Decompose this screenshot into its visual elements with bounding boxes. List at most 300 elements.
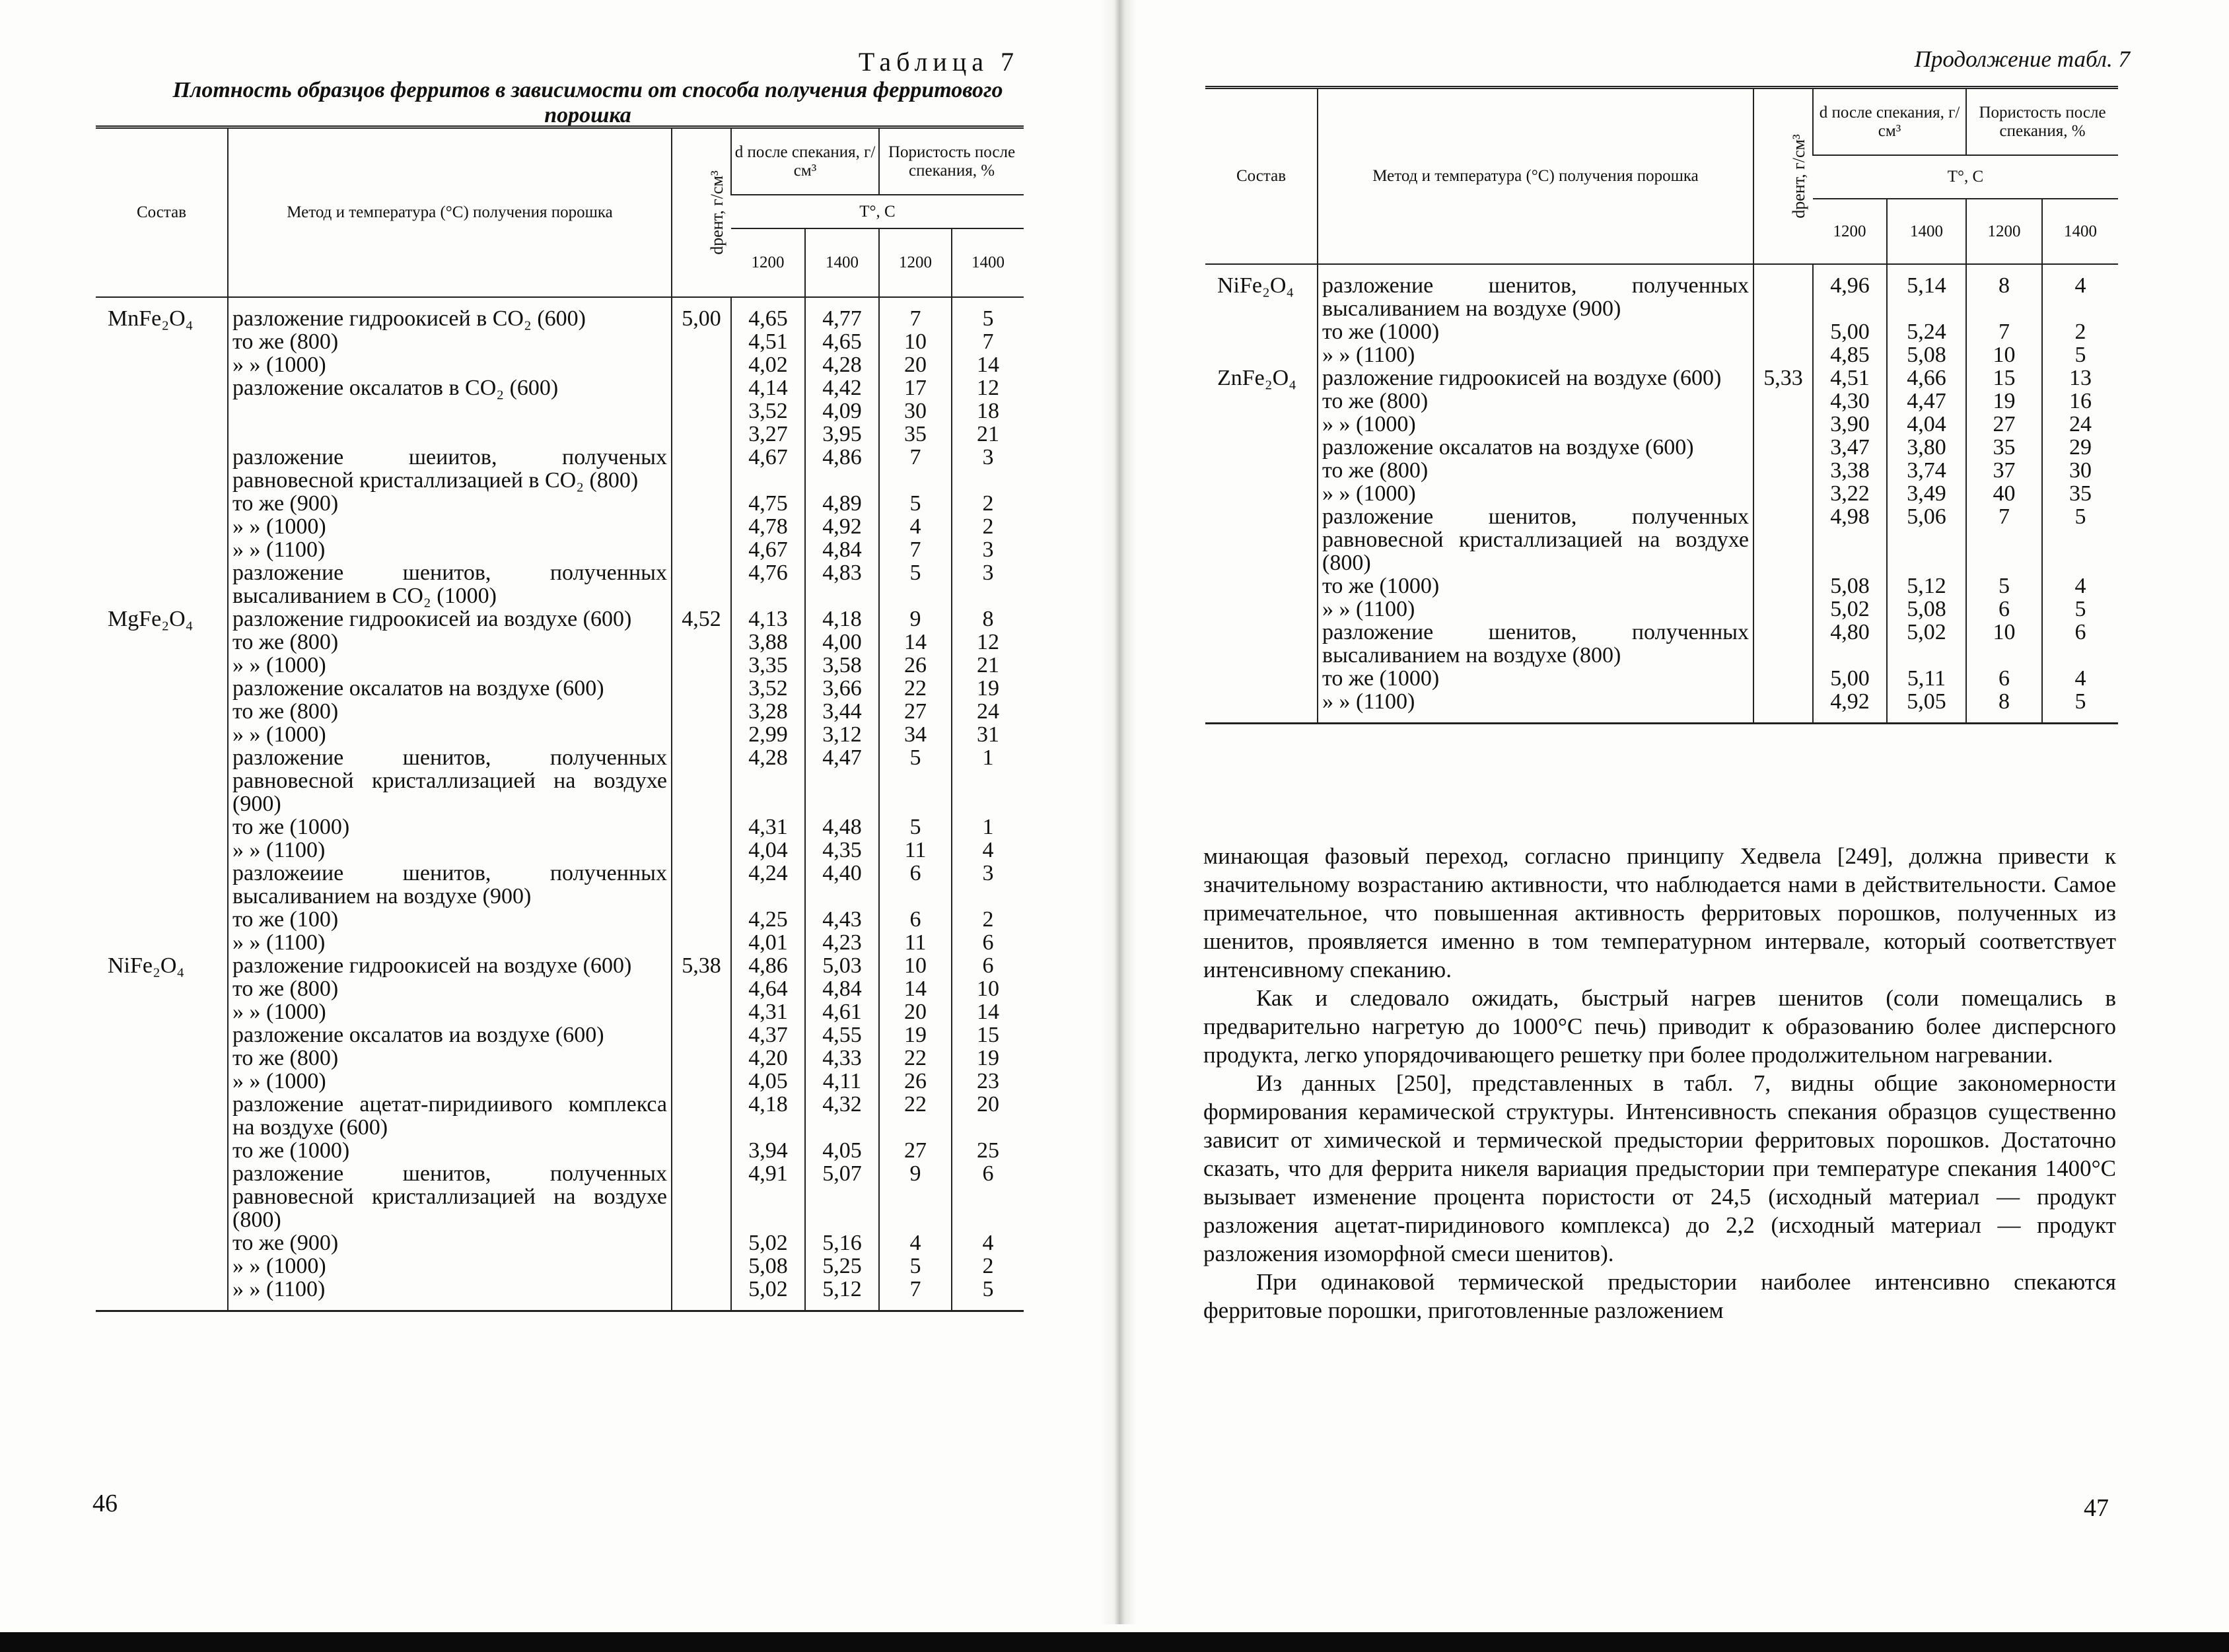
cell-p1200: 9: [879, 1162, 952, 1231]
cell-method: то же (800): [1318, 459, 1753, 482]
cell-d1400: 3,95: [805, 423, 879, 446]
cell-d1400: 4,28: [805, 353, 879, 376]
cell-p1200: 10: [879, 330, 952, 353]
cell-p1400: 2: [2042, 320, 2118, 343]
cell-p1400: 25: [952, 1139, 1024, 1162]
header-porosity: Пористость после спекания, %: [879, 127, 1024, 195]
cell-d1200: 5,00: [1813, 320, 1887, 343]
cell-d1200: 4,14: [731, 376, 805, 399]
cell-d1200: 4,91: [731, 1162, 805, 1231]
cell-method: разложение гидроокисей иа воздухе (600): [228, 607, 672, 631]
cell-method: » » (1100): [228, 839, 672, 862]
header-d-after: d после спекания, г/см³: [731, 127, 879, 195]
table-row: [1205, 436, 2118, 459]
cell-p1400: 35: [2042, 482, 2118, 505]
cell-p1400: 3: [952, 862, 1024, 908]
cell-sostav: [1205, 574, 1318, 598]
cell-d1200: 4,85: [1813, 343, 1887, 366]
cell-d1200: 3,47: [1813, 436, 1887, 459]
cell-sostav: [1205, 621, 1318, 667]
cell-p1400: 3: [952, 561, 1024, 607]
cell-sostav: [1205, 343, 1318, 366]
cell-p1400: 13: [2042, 366, 2118, 390]
cell-p1400: 5: [2042, 343, 2118, 366]
cell-d1200: 3,94: [731, 1139, 805, 1162]
cell-d1400: 4,40: [805, 862, 879, 908]
cell-method: » » (1000): [228, 515, 672, 538]
cell-p1200: 40: [1966, 482, 2042, 505]
cell-dr: [1753, 574, 1813, 598]
cell-p1400: 2: [952, 908, 1024, 931]
cell-method: » » (1100): [1318, 598, 1753, 621]
cell-p1400: 5: [2042, 598, 2118, 621]
cell-p1400: 4: [952, 1231, 1024, 1255]
cell-d1200: 4,86: [731, 954, 805, 977]
cell-p1400: 19: [952, 1047, 1024, 1070]
cell-p1400: 23: [952, 1070, 1024, 1093]
cell-d1200: 4,31: [731, 815, 805, 839]
table-row: [1205, 390, 2118, 413]
cell-sostav: [1205, 690, 1318, 724]
cell-p1400: 5: [2042, 690, 2118, 724]
cell-dr: 4,52: [672, 607, 731, 631]
cell-d1400: 4,42: [805, 376, 879, 399]
table-title: Плотность образцов ферритов в зависимости от способа получения ферритового порошка: [172, 78, 1003, 127]
cell-p1200: 26: [879, 1070, 952, 1093]
header-composition: Состав: [96, 127, 228, 298]
cell-d1400: 4,61: [805, 1000, 879, 1023]
cell-d1200: 3,38: [1813, 459, 1887, 482]
cell-p1400: 21: [952, 654, 1024, 677]
cell-p1400: 16: [2042, 390, 2118, 413]
cell-p1400: 30: [2042, 459, 2118, 482]
cell-d1200: 3,88: [731, 631, 805, 654]
cell-d1200: 4,24: [731, 862, 805, 908]
cell-method: то же (1000): [1318, 320, 1753, 343]
cell-d1200: 4,04: [731, 839, 805, 862]
cell-dr: [1753, 598, 1813, 621]
cell-method: » » (1000): [228, 654, 672, 677]
cell-p1400: 6: [952, 931, 1024, 954]
header-temp: T°, C: [731, 195, 1024, 228]
cell-sostav: [1205, 413, 1318, 436]
cell-p1400: 24: [2042, 413, 2118, 436]
cell-d1400: 3,58: [805, 654, 879, 677]
cell-dr: [1753, 690, 1813, 724]
cell-p1200: 6: [1966, 667, 2042, 690]
cell-p1200: 5: [879, 561, 952, 607]
cell-p1400: 4: [2042, 264, 2118, 320]
cell-d1400: 5,06: [1887, 505, 1966, 574]
cell-d1200: 5,08: [731, 1255, 805, 1278]
paragraph: При одинаковой термической предыстории наиболее интенсивно спекаются ферритовые порошки, приготовленные разложением: [1203, 1269, 2116, 1323]
cell-p1200: 19: [1966, 390, 2042, 413]
cell-method: » » (1000): [228, 1255, 672, 1278]
cell-p1200: 7: [1966, 505, 2042, 574]
cell-p1200: 7: [1966, 320, 2042, 343]
cell-method: разложеиие шенитов, полученных высаливанием на воздухе (900): [228, 862, 672, 908]
cell-p1200: 22: [879, 1093, 952, 1139]
cell-d1200: 3,52: [731, 677, 805, 700]
cell-d1200: 4,51: [731, 330, 805, 353]
cell-p1200: 34: [879, 723, 952, 746]
cell-d1200: 4,76: [731, 561, 805, 607]
cell-d1400: 4,83: [805, 561, 879, 607]
cell-d1200: 4,01: [731, 931, 805, 954]
header-t1200: 1200: [879, 228, 952, 297]
cell-d1400: 5,03: [805, 954, 879, 977]
cell-method: разложение оксалатов иа воздухе (600): [228, 1023, 672, 1047]
cell-d1200: 5,02: [731, 1278, 805, 1311]
cell-d1200: 4,37: [731, 1023, 805, 1047]
cell-p1200: 35: [879, 423, 952, 446]
cell-d1400: 5,05: [1887, 690, 1966, 724]
cell-method: » » (1100): [228, 931, 672, 954]
cell-p1200: 20: [879, 1000, 952, 1023]
cell-p1200: 6: [1966, 598, 2042, 621]
cell-sostav: [1205, 459, 1318, 482]
cell-method: то же (800): [228, 330, 672, 353]
cell-d1400: 5,08: [1887, 598, 1966, 621]
cell-p1400: 3: [952, 446, 1024, 492]
table-row: [1205, 621, 2118, 667]
cell-p1200: 4: [879, 1231, 952, 1255]
cell-p1400: 19: [952, 677, 1024, 700]
cell-method: разложение шенитов, полученных равновесной кристаллизацией на воздухе (800): [1318, 505, 1753, 574]
cell-p1200: 10: [1966, 343, 2042, 366]
cell-d1200: 4,31: [731, 1000, 805, 1023]
cell-p1200: 26: [879, 654, 952, 677]
cell-method: разложение шенитов, полученных высаливанием в CO₂ (1000): [228, 561, 672, 607]
cell-method: » » (1100): [1318, 343, 1753, 366]
cell-method: разложение шенитов, полученных равновесной кристаллизацией на воздухе (900): [228, 746, 672, 815]
cell-p1200: 22: [879, 677, 952, 700]
table-row: [1205, 667, 2118, 690]
cell-p1200: 5: [879, 1255, 952, 1278]
cell-d1400: 4,43: [805, 908, 879, 931]
header-t1200: 1200: [1966, 199, 2042, 264]
header-d-rent: dрент, г/см³: [1753, 88, 1813, 265]
header-method: Метод и температура (°С) получения порошка: [228, 127, 672, 298]
cell-dr: 5,38: [672, 954, 731, 977]
cell-d1200: 5,00: [1813, 667, 1887, 690]
cell-p1400: 1: [952, 815, 1024, 839]
cell-dr: [1753, 482, 1813, 505]
cell-d1200: 4,78: [731, 515, 805, 538]
paragraph: Как и следовало ожидать, быстрый нагрев шенитов (соли помещались в предварительно нагретую до 1000°С печь) приводит к образованию более дисперсного продукта, легко упорядочивающего решетку при более продолжительном нагревании.: [1203, 985, 2116, 1068]
cell-p1400: 18: [952, 399, 1024, 423]
cell-method: то же (800): [228, 631, 672, 654]
header-method: Метод и температура (°С) получения порошка: [1318, 88, 1753, 265]
cell-sostav: [1205, 320, 1318, 343]
cell-p1400: 4: [2042, 667, 2118, 690]
table-row: [1205, 690, 2118, 724]
cell-p1400: 7: [952, 330, 1024, 353]
cell-p1400: 4: [2042, 574, 2118, 598]
table-row: [1205, 574, 2118, 598]
cell-p1200: 27: [879, 700, 952, 723]
paragraph: минающая фазовый переход, согласно принципу Хедвела [249], должна привести к значительному возрастанию активности, что наблюдается нами в действительности. Самое примечательное, что повышенная активность ферритовых порошков, полученных из шенитов, проявляется именно в том температурном интервале, который соответствует интенсивному спеканию.: [1203, 843, 2116, 982]
continuation-label: Продолжение табл. 7: [1914, 46, 2130, 72]
cell-dr: [1753, 667, 1813, 690]
cell-d1200: 5,02: [1813, 598, 1887, 621]
cell-p1400: 14: [952, 1000, 1024, 1023]
cell-sostav: NiFe₂O₄: [108, 953, 185, 978]
cell-p1200: 20: [879, 353, 952, 376]
cell-d1200: 4,30: [1813, 390, 1887, 413]
cell-method: разложение шеиитов, полученых равновесной кристаллизацией в CO₂ (800): [228, 446, 672, 492]
cell-d1400: 4,84: [805, 977, 879, 1000]
cell-d1200: 3,52: [731, 399, 805, 423]
cell-d1400: 5,02: [1887, 621, 1966, 667]
table-row: [1205, 366, 2118, 390]
cell-sostav: ZnFe₂O₄: [1217, 366, 1297, 390]
page-number-left: 46: [92, 1490, 118, 1517]
cell-d1400: 4,09: [805, 399, 879, 423]
cell-d1400: 4,48: [805, 815, 879, 839]
cell-p1200: 7: [879, 538, 952, 561]
cell-p1400: 21: [952, 423, 1024, 446]
cell-p1400: 24: [952, 700, 1024, 723]
cell-method: то же (1000): [1318, 667, 1753, 690]
cell-sostav: NiFe₂O₄: [1217, 273, 1294, 298]
cell-dr: [1753, 459, 1813, 482]
cell-method: » » (1000): [1318, 482, 1753, 505]
cell-d1400: 5,08: [1887, 343, 1966, 366]
cell-d1400: 4,04: [1887, 413, 1966, 436]
table-row: [1205, 505, 2118, 574]
cell-p1200: 14: [879, 631, 952, 654]
table-row: [1205, 343, 2118, 366]
cell-sostav: [1205, 505, 1318, 574]
cell-p1400: 12: [952, 376, 1024, 399]
cell-p1200: 35: [1966, 436, 2042, 459]
header-temp: T°, C: [1813, 155, 2118, 199]
cell-d1400: 3,80: [1887, 436, 1966, 459]
cell-d1400: 4,86: [805, 446, 879, 492]
cell-p1200: 5: [879, 815, 952, 839]
cell-d1400: 4,47: [1887, 390, 1966, 413]
cell-method: то же (900): [228, 1231, 672, 1255]
cell-p1200: 7: [879, 1278, 952, 1311]
cell-d1400: 4,65: [805, 330, 879, 353]
cell-d1200: 4,67: [731, 538, 805, 561]
cell-d1400: 4,92: [805, 515, 879, 538]
cell-p1200: 27: [879, 1139, 952, 1162]
cell-method: разложение гидроокисей в CO₂ (600): [228, 297, 672, 330]
cell-method: разложение гидроокисей на воздухе (600): [228, 954, 672, 977]
cell-p1400: 4: [952, 839, 1024, 862]
cell-d1200: 3,35: [731, 654, 805, 677]
cell-method: разложение оксалатов на воздухе (600): [228, 677, 672, 700]
cell-p1200: 10: [879, 954, 952, 977]
cell-dr: [1753, 343, 1813, 366]
cell-d1400: 4,77: [805, 297, 879, 330]
table-row: [1205, 482, 2118, 505]
header-composition: Состав: [1205, 88, 1318, 265]
cell-dr: 5,33: [1753, 366, 1813, 390]
cell-p1400: 12: [952, 631, 1024, 654]
cell-method: то же (1000): [228, 815, 672, 839]
cell-p1400: 6: [2042, 621, 2118, 667]
cell-p1200: 4: [879, 515, 952, 538]
cell-dr: [1753, 264, 1813, 320]
cell-d1400: 4,23: [805, 931, 879, 954]
table-row: [1205, 264, 2118, 320]
cell-p1200: 8: [1966, 264, 2042, 320]
cell-dr: [1753, 621, 1813, 667]
cell-d1200: 4,25: [731, 908, 805, 931]
cell-d1200: 4,98: [1813, 505, 1887, 574]
cell-p1200: 15: [1966, 366, 2042, 390]
cell-p1400: 3: [952, 538, 1024, 561]
page-number-right: 47: [2084, 1494, 2109, 1522]
cell-dr: [1753, 413, 1813, 436]
table-number: Таблица 7: [858, 47, 1019, 77]
cell-p1400: 2: [952, 492, 1024, 515]
cell-d1400: 5,24: [1887, 320, 1966, 343]
cell-d1200: 4,18: [731, 1093, 805, 1139]
cell-d1400: 4,33: [805, 1047, 879, 1070]
cell-method: » » (1000): [228, 1000, 672, 1023]
cell-d1400: 4,47: [805, 746, 879, 815]
cell-d1200: 3,90: [1813, 413, 1887, 436]
cell-p1400: 29: [2042, 436, 2118, 459]
cell-d1200: 5,02: [731, 1231, 805, 1255]
cell-method: » » (1000): [228, 723, 672, 746]
header-t1400: 1400: [1887, 199, 1966, 264]
cell-method: разложение шенитов, полученных равновесной кристаллизацией на воздухе (800): [228, 1162, 672, 1231]
cell-p1200: 10: [1966, 621, 2042, 667]
header-t1400: 1400: [952, 228, 1024, 297]
cell-method: то же (800): [228, 977, 672, 1000]
cell-p1400: 5: [952, 297, 1024, 330]
cell-method: разложение шенитов, полученных высаливанием на воздухе (800): [1318, 621, 1753, 667]
cell-method: » » (1000): [228, 353, 672, 376]
cell-sostav: [1205, 390, 1318, 413]
header-porosity: Пористость после спекания, %: [1966, 88, 2118, 156]
cell-p1400: 8: [952, 607, 1024, 631]
cell-method: » » (1100): [1318, 690, 1753, 724]
cell-d1400: 3,12: [805, 723, 879, 746]
cell-d1400: 5,25: [805, 1255, 879, 1278]
table-row: [1205, 320, 2118, 343]
cell-d1200: 4,67: [731, 446, 805, 492]
table-row: [1205, 459, 2118, 482]
cell-d1200: 4,05: [731, 1070, 805, 1093]
cell-d1400: 4,05: [805, 1139, 879, 1162]
cell-p1200: 37: [1966, 459, 2042, 482]
scan-edge: [0, 1632, 2229, 1652]
cell-p1400: 5: [2042, 505, 2118, 574]
cell-sostav: MnFe₂O₄: [108, 306, 194, 331]
cell-p1400: 6: [952, 1162, 1024, 1231]
cell-p1400: 5: [952, 1278, 1024, 1311]
cell-sostav: [1205, 598, 1318, 621]
cell-method: то же (900): [228, 492, 672, 515]
cell-sostav: [1205, 482, 1318, 505]
cell-method: то же (1000): [228, 1139, 672, 1162]
cell-dr: [1753, 390, 1813, 413]
right-table-body: [1205, 264, 2118, 724]
cell-d1400: 5,07: [805, 1162, 879, 1231]
density-table-right: [1205, 86, 2118, 724]
cell-d1200: 4,64: [731, 977, 805, 1000]
cell-d1200: 4,80: [1813, 621, 1887, 667]
cell-method: разложение оксалатов на воздухе (600): [1318, 436, 1753, 459]
header-t1400: 1400: [2042, 199, 2118, 264]
cell-d1400: 4,32: [805, 1093, 879, 1139]
header-d-after: d после спекания, г/см³: [1813, 88, 1966, 156]
cell-p1400: 10: [952, 977, 1024, 1000]
cell-d1200: 4,92: [1813, 690, 1887, 724]
cell-d1400: 5,12: [1887, 574, 1966, 598]
cell-d1400: 4,84: [805, 538, 879, 561]
cell-d1400: 4,18: [805, 607, 879, 631]
cell-sostav: [1205, 667, 1318, 690]
cell-p1400: 14: [952, 353, 1024, 376]
cell-d1400: 5,16: [805, 1231, 879, 1255]
cell-d1400: 3,74: [1887, 459, 1966, 482]
cell-p1200: 14: [879, 977, 952, 1000]
cell-method: » » (1100): [228, 538, 672, 561]
header-t1200: 1200: [1813, 199, 1887, 264]
cell-p1200: 7: [879, 297, 952, 330]
cell-method: то же (100): [228, 908, 672, 931]
cell-p1200: 17: [879, 376, 952, 399]
cell-d1200: 4,02: [731, 353, 805, 376]
cell-d1200: 2,99: [731, 723, 805, 746]
paragraph: Из данных [250], представленных в табл. 7, видны общие закономерности формирования керамической структуры. Интенсивность спекания образцов существенно зависит от химической и термической предыстории ферритовых порошков. Достаточно сказать, что для феррита никеля вариация предыстории при температуре спекания 1400°С вызывает изменение процента пористости от 24,5 (исходный материал — продукт разложения ацетат-пиридинового комплекса) до 2,2 (исходный материал — продукт разложения изоморфной смеси шенитов).: [1203, 1070, 2116, 1266]
cell-p1400: 31: [952, 723, 1024, 746]
cell-d1400: 4,66: [1887, 366, 1966, 390]
cell-d1200: 4,20: [731, 1047, 805, 1070]
cell-p1400: 6: [952, 954, 1024, 977]
cell-d1200: 4,75: [731, 492, 805, 515]
cell-d1200: 4,13: [731, 607, 805, 631]
cell-p1200: 19: [879, 1023, 952, 1047]
cell-p1400: 20: [952, 1093, 1024, 1139]
cell-d1400: 4,00: [805, 631, 879, 654]
cell-d1400: 5,11: [1887, 667, 1966, 690]
cell-p1400: 2: [952, 515, 1024, 538]
cell-p1200: 27: [1966, 413, 2042, 436]
cell-method: разложение шенитов, полученных высаливанием на воздухе (900): [1318, 264, 1753, 320]
cell-p1200: 5: [879, 492, 952, 515]
cell-d1400: 4,89: [805, 492, 879, 515]
cell-p1200: 11: [879, 839, 952, 862]
cell-sostav: MgFe₂O₄: [108, 607, 194, 631]
cell-method: » » (1000): [1318, 413, 1753, 436]
cell-d1200: 4,51: [1813, 366, 1887, 390]
header-d-rent: dрент, г/см³: [672, 127, 731, 298]
header-t1400: 1400: [805, 228, 879, 297]
cell-p1400: 15: [952, 1023, 1024, 1047]
cell-p1200: 5: [879, 746, 952, 815]
cell-method: » » (1000): [228, 1070, 672, 1093]
table-row: [1205, 413, 2118, 436]
cell-sostav: [1205, 436, 1318, 459]
cell-p1200: 5: [1966, 574, 2042, 598]
cell-dr: [1753, 436, 1813, 459]
cell-method: то же (800): [228, 700, 672, 723]
cell-dr: [1753, 320, 1813, 343]
cell-d1400: 3,44: [805, 700, 879, 723]
cell-method: » » (1100): [228, 1278, 672, 1311]
cell-d1400: 4,35: [805, 839, 879, 862]
cell-method: то же (800): [228, 1047, 672, 1070]
cell-method: разложение оксалатов в CO₂ (600): [228, 376, 672, 399]
